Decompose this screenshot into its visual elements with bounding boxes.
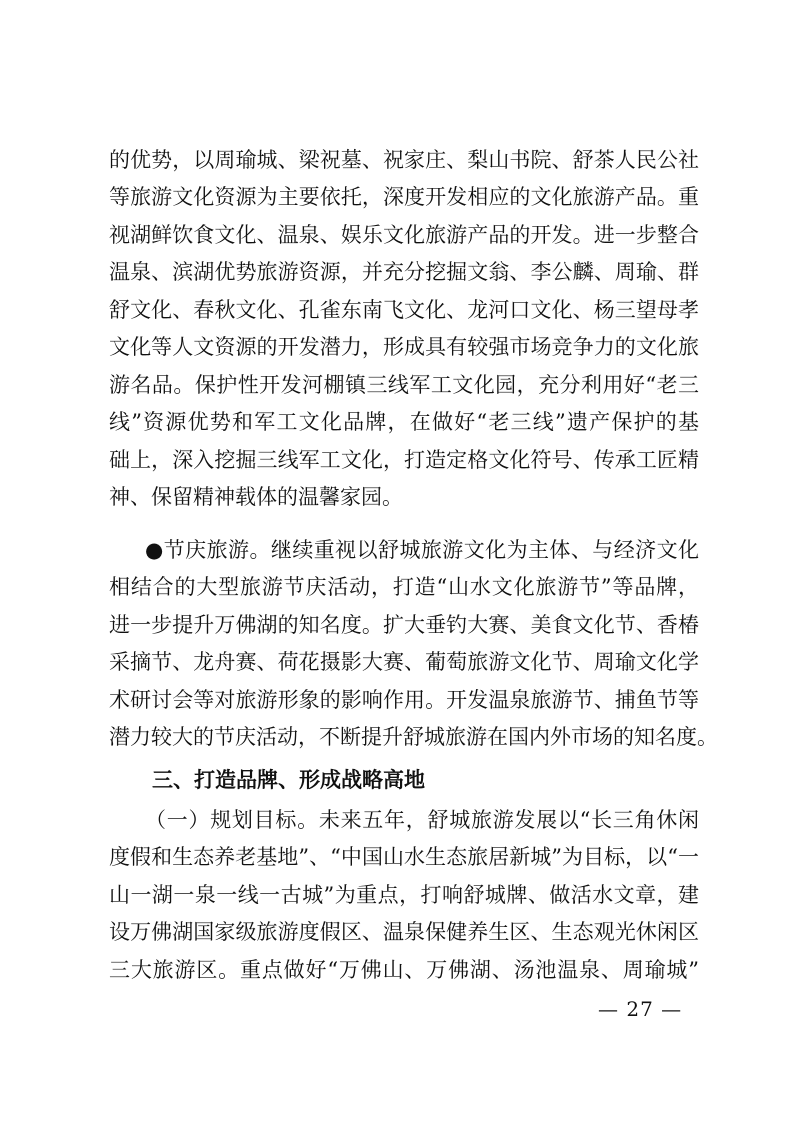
paragraph-line: 设万佛湖国家级旅游度假区、温泉保健养生区、生态观光休闲区 bbox=[109, 920, 699, 944]
paragraph-line: 采摘节、龙舟赛、荷花摄影大赛、葡萄旅游文化节、周瑜文化学 bbox=[109, 650, 699, 674]
paragraph-line: 三大旅游区。重点做好“万佛山、万佛湖、汤池温泉、周瑜城” bbox=[109, 958, 699, 982]
bullet-line bbox=[145, 536, 699, 564]
paragraph-line: 游名品。保护性开发河棚镇三线军工文化园，充分利用好“老三 bbox=[109, 373, 699, 397]
paragraph-line: 山一湖一泉一线一古城”为重点，打响舒城牌、做活水文章，建 bbox=[109, 883, 699, 907]
paragraph-line: 的优势，以周瑜城、梁祝墓、祝家庄、梨山书院、舒茶人民公社 bbox=[109, 148, 699, 172]
paragraph-line: 舒文化、春秋文化、孔雀东南飞文化、龙河口文化、杨三望母孝 bbox=[109, 298, 699, 322]
page-number: — 27 — bbox=[598, 997, 683, 1021]
paragraph-line: 相结合的大型旅游节庆活动，打造“山水文化旅游节”等品牌， bbox=[109, 575, 699, 599]
bullet-icon: ● bbox=[145, 538, 164, 562]
paragraph-line: 视湖鲜饮食文化、温泉、娱乐文化旅游产品的开发。进一步整合 bbox=[109, 223, 699, 247]
paragraph-line: 节庆旅游。继续重视以舒城旅游文化为主体、与经济文化 bbox=[163, 538, 699, 562]
paragraph-line: 温泉、滨湖优势旅游资源，并充分挖掘文翁、李公麟、周瑜、群 bbox=[109, 260, 699, 284]
paragraph-line: 文化等人文资源的开发潜力，形成具有较强市场竞争力的文化旅 bbox=[109, 335, 699, 359]
paragraph-line: 术研讨会等对旅游形象的影响作用。开发温泉旅游节、捕鱼节等 bbox=[109, 688, 699, 712]
paragraph-line: 潜力较大的节庆活动，不断提升舒城旅游在国内外市场的知名度。 bbox=[109, 725, 718, 749]
section-heading: 三、打造品牌、形成战略高地 bbox=[152, 768, 425, 792]
paragraph-line: 度假和生态养老基地”、“中国山水生态旅居新城”为目标，以“一 bbox=[109, 845, 699, 869]
paragraph-line: 等旅游文化资源为主要依托，深度开发相应的文化旅游产品。重 bbox=[109, 185, 699, 209]
paragraph-line: 进一步提升万佛湖的知名度。扩大垂钓大赛、美食文化节、香椿 bbox=[109, 613, 699, 637]
paragraph-line: 线”资源优势和军工文化品牌，在做好“老三线”遗产保护的基 bbox=[109, 410, 699, 434]
paragraph-line: 神、保留精神载体的温馨家园。 bbox=[109, 485, 403, 509]
paragraph-line: （一）规划目标。未来五年，舒城旅游发展以“长三角休闲 bbox=[145, 808, 699, 832]
paragraph-line: 础上，深入挖掘三线军工文化，打造定格文化符号、传承工匠精 bbox=[109, 448, 699, 472]
